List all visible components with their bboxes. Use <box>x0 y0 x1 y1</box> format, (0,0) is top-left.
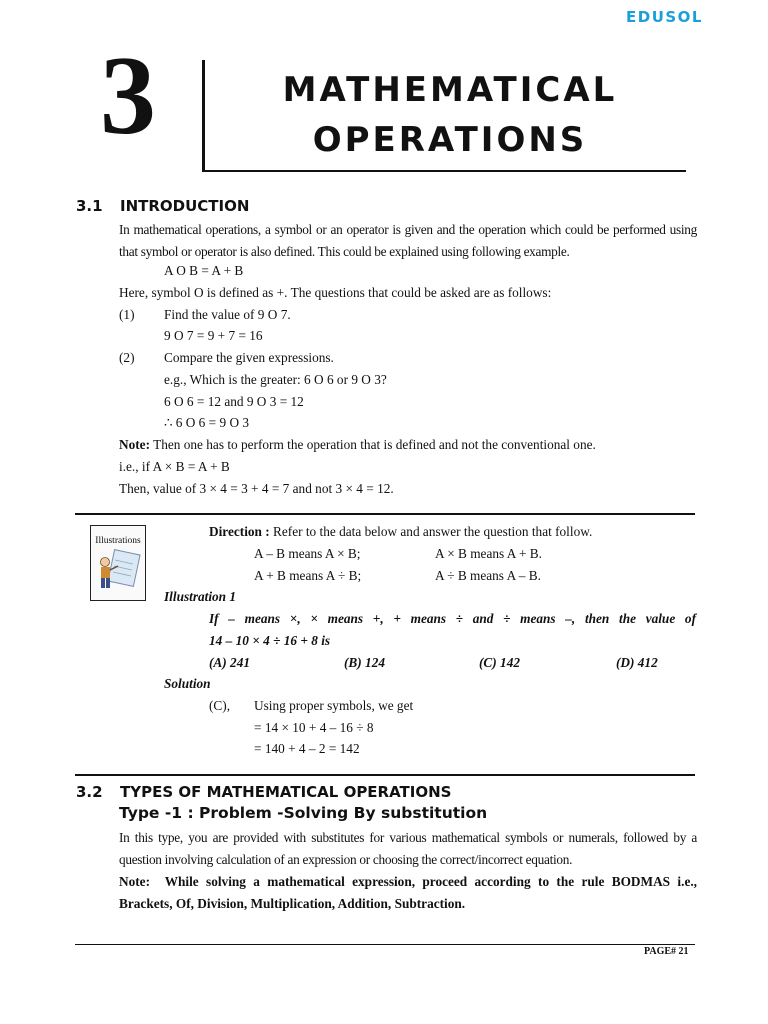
types-note <box>119 871 697 915</box>
intro-note-text: Then one has to perform the operation that is defined and not the conventional one. <box>150 437 596 452</box>
chapter-title-line1: MATHEMATICAL <box>282 70 618 110</box>
section-heading-types: TYPES OF MATHEMATICAL OPERATIONS <box>120 783 452 801</box>
question-line-2: 14 – 10 × 4 ÷ 16 + 8 is <box>209 633 331 648</box>
option-b: (B) 124 <box>344 655 385 670</box>
section-divider-2 <box>75 774 695 776</box>
item-1-calc: 9 O 7 = 9 + 7 = 16 <box>164 328 263 343</box>
solution-line-1: Using proper symbols, we get <box>254 698 414 713</box>
solution-line-3: = 140 + 4 – 2 = 142 <box>254 741 360 756</box>
solution-label: Solution <box>164 676 211 691</box>
option-d: (D) 412 <box>616 655 658 670</box>
types-paragraph: In this type, you are provided with substitutes for various mathematical symbols or numerals, followed by a question involving calculation of an expression or choosing the correct/incorrect equation. <box>119 830 697 867</box>
direction-text: Refer to the data below and answer the question that follow. <box>269 524 593 539</box>
types-note-text: While solving a mathematical expression, proceed according to the rule BODMAS i.e., Brackets, Of, Division, Multiplication, Addition, Subtraction. <box>119 874 697 911</box>
section-divider-1 <box>75 513 695 515</box>
item-1-number: (1) <box>119 307 135 322</box>
rule-2: A × B means A + B. <box>435 546 542 561</box>
solution-answer: (C), <box>209 698 231 713</box>
section-heading-introduction: INTRODUCTION <box>120 197 250 215</box>
intro-note <box>119 437 596 453</box>
title-divider-horizontal <box>202 170 686 172</box>
edusol-logo: EDUSOL <box>626 8 703 26</box>
intro-equation: A O B = A + B <box>164 263 244 278</box>
direction <box>209 524 592 540</box>
illustration-title: Illustration 1 <box>164 589 237 604</box>
item-1-text: Find the value of 9 O 7. <box>164 307 291 322</box>
footer-divider <box>75 944 695 945</box>
rule-3: A + B means A ÷ B; <box>254 568 362 583</box>
rule-1: A – B means A × B; <box>254 546 361 561</box>
intro-ie: i.e., if A × B = A + B <box>119 459 230 474</box>
section-number-3-2: 3.2 <box>76 783 103 801</box>
item-2-number: (2) <box>119 350 135 365</box>
direction-label: Direction : <box>209 524 270 539</box>
item-2-example: e.g., Which is the greater: 6 O 6 or 9 O 3? <box>164 372 387 387</box>
student-writing-icon <box>91 546 144 598</box>
illustrations-badge-label: Illustrations <box>95 536 141 546</box>
intro-then: Then, value of 3 × 4 = 3 + 4 = 7 and not 3 × 4 = 12. <box>119 481 394 496</box>
chapter-number: 3 <box>100 34 156 158</box>
intro-here-text: Here, symbol O is defined as +. The questions that could be asked are as follows: <box>119 285 552 300</box>
item-2-therefore: ∴ 6 O 6 = 9 O 3 <box>164 415 250 430</box>
section-number-3-1: 3.1 <box>76 197 103 215</box>
option-a: (A) 241 <box>209 655 250 670</box>
types-note-label: Note: <box>119 874 151 889</box>
type-1-heading: Type -1 : Problem -Solving By substitution <box>119 804 488 822</box>
intro-note-label: Note: <box>119 437 151 452</box>
rule-4: A ÷ B means A – B. <box>435 568 541 583</box>
question-line-1: If – means ×, × means +, + means ÷ and ÷ means –, then the value of <box>209 611 696 626</box>
solution-line-2: = 14 × 10 + 4 – 16 ÷ 8 <box>254 720 374 735</box>
page-number: PAGE# 21 <box>644 946 689 957</box>
option-c: (C) 142 <box>479 655 520 670</box>
title-divider-vertical <box>202 60 205 172</box>
item-2-text: Compare the given expressions. <box>164 350 334 365</box>
chapter-title-line2: OPERATIONS <box>312 120 588 160</box>
intro-paragraph: In mathematical operations, a symbol or an operator is given and the operation which could be performed using that symbol or operator is also defined. This could be explained using following example. <box>119 222 697 259</box>
illustrations-badge <box>90 525 146 601</box>
item-2-calc: 6 O 6 = 12 and 9 O 3 = 12 <box>164 394 304 409</box>
